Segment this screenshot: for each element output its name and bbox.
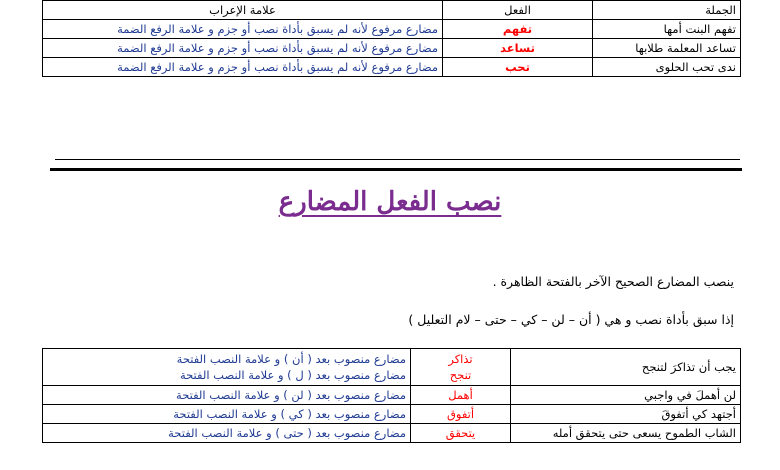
- verb-text: تذاكر: [448, 352, 473, 366]
- verb-cell: [411, 349, 511, 386]
- parsing-cell: مضارع مرفوع لأنه لم يسبق بأداة نصب أو جزم و علامة الرفع الضمة: [43, 58, 443, 77]
- lesson-title: نصب الفعل المضارع: [278, 187, 502, 217]
- parsing-cell: [43, 349, 411, 386]
- sentence-cell: لن أهملَ في واجبي: [511, 386, 741, 405]
- sentence-cell: أجتهد كي أتفوقَ: [511, 405, 741, 424]
- rule-paragraph: ينصب المضارع الصحيح الآخر بالفتحة الظاهرة .: [492, 274, 734, 289]
- sentence-cell: تساعد المعلمة طلابها: [593, 39, 741, 58]
- table-row: [43, 386, 741, 405]
- verb-cell: تحب: [443, 58, 593, 77]
- parsing-cell: مضارع منصوب بعد ( لن ) و علامة النصب الفتحة: [43, 386, 411, 405]
- parsing-text: مضارع منصوب بعد ( أن ) و علامة النصب الفتحة: [176, 352, 406, 366]
- parsing-cell: مضارع منصوب بعد ( كي ) و علامة النصب الفتحة: [43, 405, 411, 424]
- divider-thick-line: [50, 168, 742, 171]
- sentence-cell: تفهم البنت أمها: [593, 20, 741, 39]
- header-parsing: علامة الإعراب: [43, 1, 443, 20]
- table-row: [43, 39, 741, 58]
- condition-paragraph: إذا سبق بأداة نصب و هي ( أن – لن – كي – حتى – لام التعليل ): [408, 312, 734, 327]
- verb-parsing-table: [42, 0, 741, 77]
- verb-text: تنجح: [449, 368, 472, 382]
- sentence-cell: يجب أن تذاكرَ لتنجح: [511, 349, 741, 386]
- parsing-cell: مضارع مرفوع لأنه لم يسبق بأداة نصب أو جزم و علامة الرفع الضمة: [43, 39, 443, 58]
- verb-cell: تفهم: [443, 20, 593, 39]
- table-row: [43, 405, 741, 424]
- table-row: [43, 424, 741, 443]
- divider-line: [55, 159, 740, 160]
- table-row: [43, 20, 741, 39]
- header-verb: الفعل: [443, 1, 593, 20]
- verb-cell: أتفوق: [411, 405, 511, 424]
- examples-table: [42, 348, 741, 443]
- verb-cell: تساعد: [443, 39, 593, 58]
- sentence-cell: ندى تحب الحلوى: [593, 58, 741, 77]
- header-sentence: الجملة: [593, 1, 741, 20]
- table-row: [43, 349, 741, 386]
- table-header-row: [43, 1, 741, 20]
- table-row: [43, 58, 741, 77]
- parsing-text: مضارع منصوب بعد ( ل ) و علامة النصب الفتحة: [179, 368, 406, 382]
- verb-cell: أهمل: [411, 386, 511, 405]
- parsing-cell: مضارع منصوب بعد ( حتى ) و علامة النصب الفتحة: [43, 424, 411, 443]
- sentence-cell: الشاب الطموح يسعى حتى يتحقق أمله: [511, 424, 741, 443]
- parsing-cell: مضارع مرفوع لأنه لم يسبق بأداة نصب أو جزم و علامة الرفع الضمة: [43, 20, 443, 39]
- verb-cell: يتحقق: [411, 424, 511, 443]
